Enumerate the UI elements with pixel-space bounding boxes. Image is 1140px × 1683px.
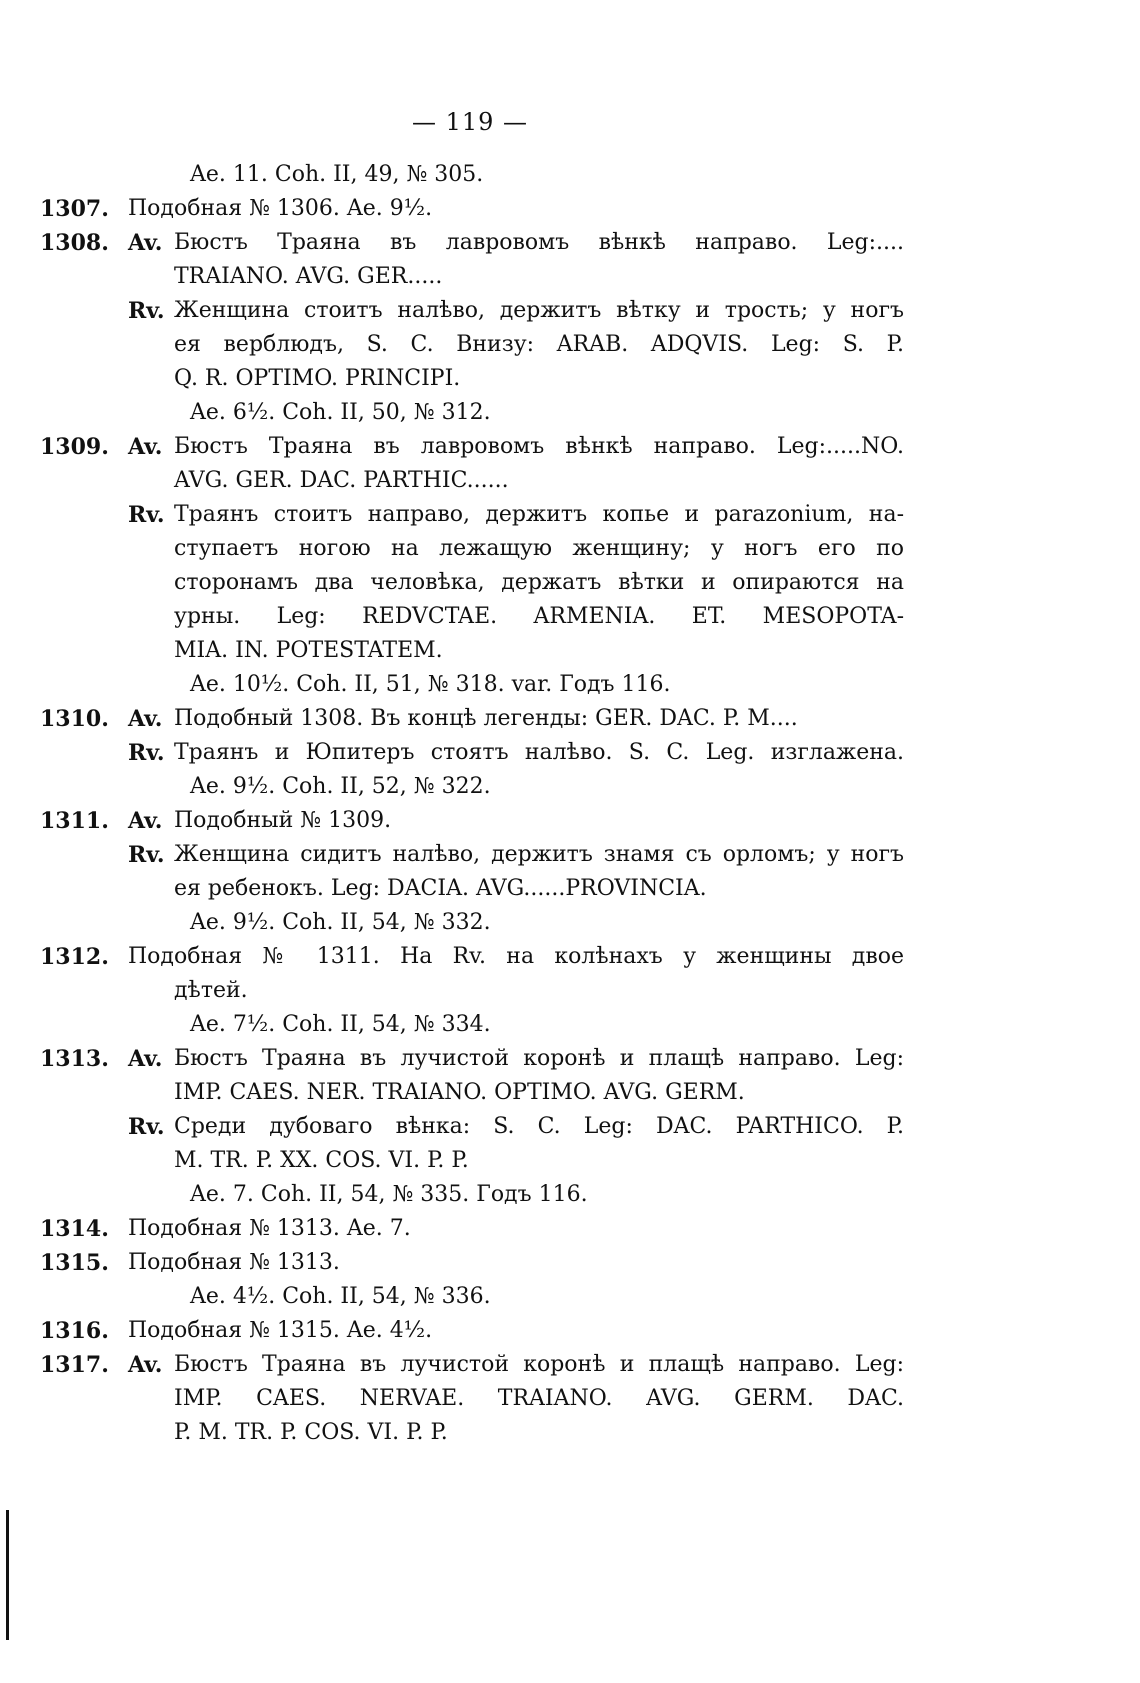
entry-1313-line <box>40 1144 920 1178</box>
line-text: Бюстъ Траяна въ лавровомъ вѣнкѣ направо. Leg:.... <box>174 230 904 255</box>
line-text: Ae. 9½. Coh. II, 54, № 332. <box>190 910 491 935</box>
entry-1311-line <box>40 872 920 906</box>
line-text: Траянъ стоитъ направо, держитъ копье и parazonium, на- <box>174 502 904 527</box>
line-text: ея верблюдъ, S. C. Внизу: ARAB. ADQVIS. Leg: S. P. <box>174 332 904 357</box>
line-text: Ae. 9½. Coh. II, 52, № 322. <box>190 774 491 799</box>
entry-1311-line <box>40 838 920 872</box>
entry-1309-line <box>40 532 920 566</box>
entry-number: 1311. <box>40 808 109 834</box>
entry-number: 1313. <box>40 1046 109 1072</box>
entry-number: 1314. <box>40 1216 109 1242</box>
line-text: ступаетъ ногою на лежащую женщину; у ногъ его по <box>174 536 904 561</box>
entry-1308-line <box>40 328 920 362</box>
reverse-label: Rv. <box>128 740 165 766</box>
line-text: MIA. IN. POTESTATEM. <box>174 638 443 663</box>
line-text: AVG. GER. DAC. PARTHIC...... <box>174 468 509 493</box>
line-text: сторонамъ два человѣка, держатъ вѣтки и опираются на <box>174 570 904 595</box>
entry-1314-line <box>40 1212 920 1246</box>
line-text: P. M. TR. P. COS. VI. P. P. <box>174 1420 448 1445</box>
line-text: Женщина стоитъ налѣво, держитъ вѣтку и трость; у ногъ <box>174 298 904 323</box>
entry-1308-line <box>40 260 920 294</box>
entry-1317-line <box>40 1382 920 1416</box>
line-text: дѣтей. <box>174 978 248 1003</box>
entry-number: 1315. <box>40 1250 109 1276</box>
entry-1317-line <box>40 1416 920 1450</box>
entry-continuation-line <box>40 158 920 192</box>
obverse-label: Av. <box>128 808 163 834</box>
line-text: Подобный № 1309. <box>174 808 392 833</box>
entry-1308-line <box>40 226 920 260</box>
entry-number: 1308. <box>40 230 109 256</box>
reverse-label: Rv. <box>128 842 165 868</box>
entry-number: 1307. <box>40 196 109 222</box>
entry-number: 1312. <box>40 944 109 970</box>
obverse-label: Av. <box>128 706 163 732</box>
entry-1309-line <box>40 566 920 600</box>
line-text: ея ребенокъ. Leg: DACIA. AVG......PROVINCIA. <box>174 876 707 901</box>
entry-1309-line <box>40 430 920 464</box>
entry-1316-line <box>40 1314 920 1348</box>
line-text: Подобная № 1315. Ae. 4½. <box>128 1318 433 1343</box>
line-text: Подобная № 1306. Ae. 9½. <box>128 196 433 221</box>
line-text: IMP. CAES. NERVAE. TRAIANO. AVG. GERM. DAC. <box>174 1386 904 1411</box>
entry-1309-line <box>40 498 920 532</box>
entry-1313-line <box>40 1178 920 1212</box>
entry-1310-line <box>40 736 920 770</box>
line-text: Бюстъ Траяна въ лавровомъ вѣнкѣ направо. Leg:.....NO. <box>174 434 904 459</box>
obverse-label: Av. <box>128 1046 163 1072</box>
entry-1311-line <box>40 804 920 838</box>
entry-number: 1310. <box>40 706 109 732</box>
obverse-label: Av. <box>128 1352 163 1378</box>
entry-1309-line <box>40 464 920 498</box>
line-text: Подобная № 1313. <box>128 1250 340 1275</box>
reverse-label: Rv. <box>128 298 165 324</box>
line-text: Ae. 6½. Coh. II, 50, № 312. <box>190 400 491 425</box>
entry-1312-line <box>40 974 920 1008</box>
entry-1315-line <box>40 1246 920 1280</box>
line-text: Бюстъ Траяна въ лучистой коронѣ и плащѣ направо. Leg: <box>174 1046 904 1071</box>
reverse-label: Rv. <box>128 502 165 528</box>
obverse-label: Av. <box>128 230 163 256</box>
line-text: Траянъ и Юпитеръ стоятъ налѣво. S. C. Leg. изглажена. <box>174 740 904 765</box>
entry-1310-line <box>40 770 920 804</box>
entry-number: 1309. <box>40 434 109 460</box>
entry-1308-line <box>40 362 920 396</box>
entry-1315-line <box>40 1280 920 1314</box>
entry-1309-line <box>40 634 920 668</box>
entry-1312-line <box>40 940 920 974</box>
scan-edge-rule <box>6 1510 9 1640</box>
catalog-entries <box>40 158 920 1450</box>
line-text: Женщина сидитъ налѣво, держитъ знамя съ орломъ; у ногъ <box>174 842 904 867</box>
line-text: Подобная № 1311. На Rv. на колѣнахъ у женщины двое <box>128 944 904 969</box>
line-text: Подобная № 1313. Ae. 7. <box>128 1216 411 1241</box>
entry-number: 1317. <box>40 1352 109 1378</box>
entry-1313-line <box>40 1110 920 1144</box>
entry-1310-line <box>40 702 920 736</box>
line-text: Ae. 10½. Coh. II, 51, № 318. var. Годъ 116. <box>190 672 671 697</box>
entry-1317-line <box>40 1348 920 1382</box>
line-text: урны. Leg: REDVCTAE. ARMENIA. ET. MESOPOTA- <box>174 604 904 629</box>
reverse-label: Rv. <box>128 1114 165 1140</box>
line-text: M. TR. P. XX. COS. VI. P. P. <box>174 1148 469 1173</box>
entry-1308-line <box>40 396 920 430</box>
entry-1313-line <box>40 1076 920 1110</box>
line-text: Бюстъ Траяна въ лучистой коронѣ и плащѣ направо. Leg: <box>174 1352 904 1377</box>
line-text: Ae. 7. Coh. II, 54, № 335. Годъ 116. <box>190 1182 588 1207</box>
entry-1307-line <box>40 192 920 226</box>
entry-1309-line <box>40 600 920 634</box>
line-text: Ae. 4½. Coh. II, 54, № 336. <box>190 1284 491 1309</box>
entry-number: 1316. <box>40 1318 109 1344</box>
page-number: — 119 — <box>411 108 529 136</box>
line-text: Ae. 7½. Coh. II, 54, № 334. <box>190 1012 491 1037</box>
line-text: IMP. CAES. NER. TRAIANO. OPTIMO. AVG. GERM. <box>174 1080 745 1105</box>
line-text: Подобный 1308. Въ концѣ легенды: GER. DAC. P. M.... <box>174 706 798 731</box>
line-text: Среди дубоваго вѣнка: S. C. Leg: DAC. PARTHICO. P. <box>174 1114 904 1139</box>
entry-1309-line <box>40 668 920 702</box>
entry-1312-line <box>40 1008 920 1042</box>
line-text: TRAIANO. AVG. GER..... <box>174 264 443 289</box>
entry-1313-line <box>40 1042 920 1076</box>
entry-1311-line <box>40 906 920 940</box>
entry-1308-line <box>40 294 920 328</box>
line-text: Q. R. OPTIMO. PRINCIPI. <box>174 366 461 391</box>
obverse-label: Av. <box>128 434 163 460</box>
line-text: Ae. 11. Coh. II, 49, № 305. <box>190 162 484 187</box>
